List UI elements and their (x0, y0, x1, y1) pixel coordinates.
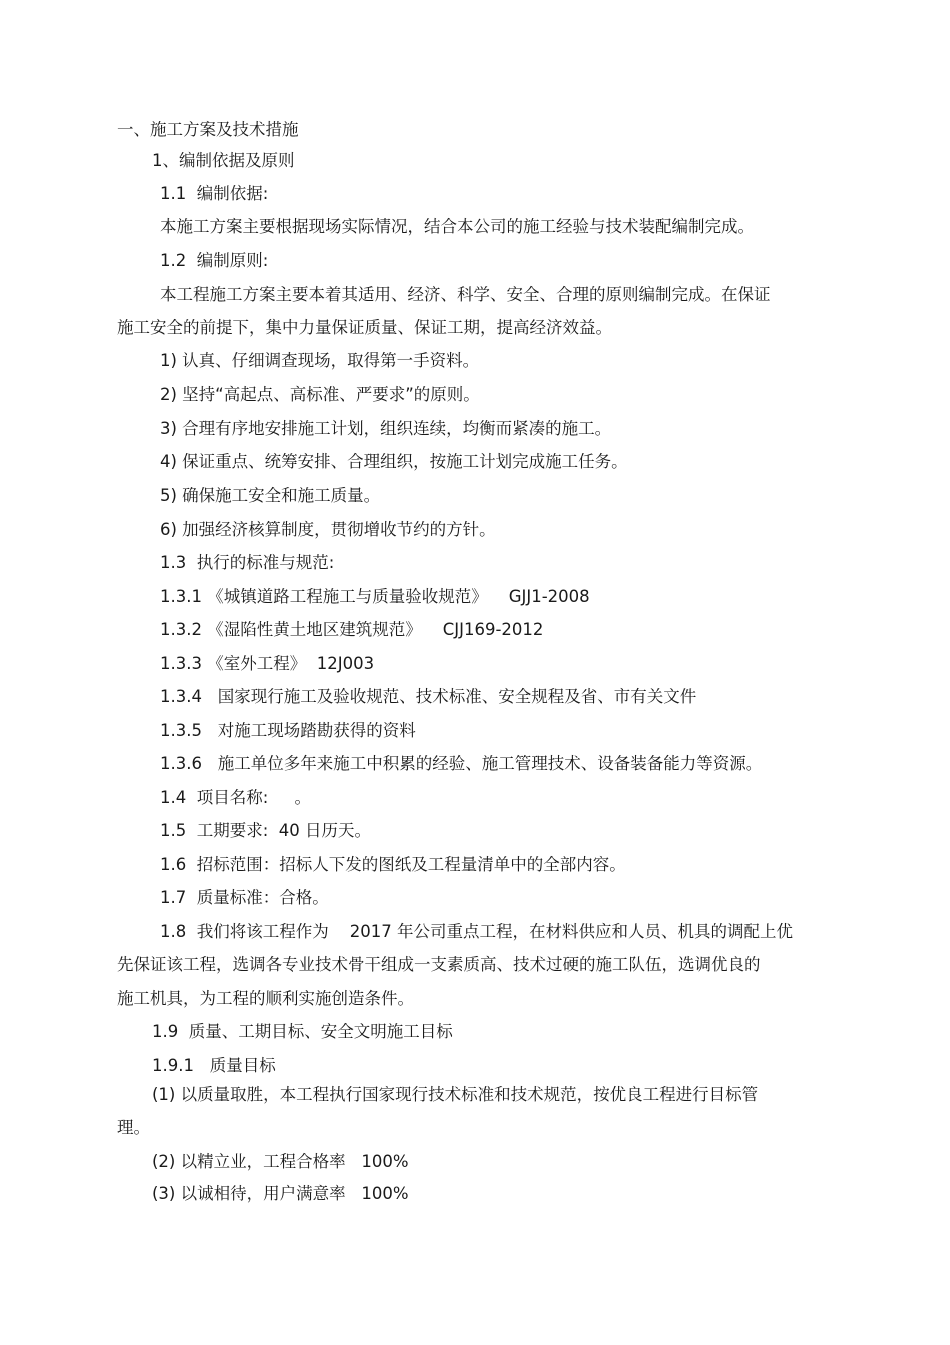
list-item: 1) 认真、仔细调查现场，取得第一手资料。 (160, 351, 480, 370)
paragraph-line: 理。 (117, 1118, 150, 1137)
clause-heading: 1.2 编制原则: (160, 251, 269, 270)
subsection-heading: 1、编制依据及原则 (152, 151, 295, 170)
list-item: (2) 以精立业，工程合格率 100% (152, 1152, 409, 1171)
section-heading: 一、施工方案及技术措施 (117, 120, 299, 139)
standard-item: 1.3.6 施工单位多年来施工中积累的经验、施工管理技术、设备装备能力等资源。 (160, 754, 763, 773)
paragraph-line: 先保证该工程，选调各专业技术骨干组成一支素质高、技术过硬的施工队伍，选调优良的 (117, 955, 761, 974)
list-item: 6) 加强经济核算制度，贯彻增收节约的方针。 (160, 520, 496, 539)
paragraph-line: 1.8 我们将该工程作为 2017 年公司重点工程，在材料供应和人员、机具的调配上优 (160, 922, 793, 941)
clause-heading: 1.3 执行的标准与规范: (160, 553, 335, 572)
list-item: (1) 以质量取胜，本工程执行国家现行技术标准和技术规范，按优良工程进行目标管 (152, 1085, 759, 1104)
standard-item: 1.3.4 国家现行施工及验收规范、技术标准、安全规程及省、市有关文件 (160, 687, 697, 706)
standard-item: 1.3.2 《湿陷性黄土地区建筑规范》 CJJ169-2012 (160, 620, 544, 639)
paragraph-line: 本工程施工方案主要本着其适用、经济、科学、安全、合理的原则编制完成。在保证 (160, 285, 771, 304)
standard-item: 1.3.3 《室外工程》 12J003 (160, 654, 375, 673)
list-item: 5) 确保施工安全和施工质量。 (160, 486, 381, 505)
list-item: (3) 以诚相待，用户满意率 100% (152, 1184, 409, 1203)
clause-heading: 1.1 编制依据: (160, 184, 269, 203)
paragraph-line: 施工机具，为工程的顺利实施创造条件。 (117, 989, 414, 1008)
list-item: 4) 保证重点、统筹安排、合理组织，按施工计划完成施工任务。 (160, 452, 628, 471)
paragraph-line: 施工安全的前提下，集中力量保证质量、保证工期，提高经济效益。 (117, 318, 612, 337)
clause-heading: 1.9 质量、工期目标、安全文明施工目标 (152, 1022, 453, 1041)
list-item: 2) 坚持“高起点、高标准、严要求”的原则。 (160, 385, 480, 404)
clause-line: 1.4 项目名称: 。 (160, 788, 312, 807)
paragraph-line: 本施工方案主要根据现场实际情况，结合本公司的施工经验与技术装配编制完成。 (160, 217, 754, 236)
clause-line: 1.5 工期要求: 40 日历天。 (160, 821, 372, 840)
standard-item: 1.3.1 《城镇道路工程施工与质量验收规范》 GJJ1-2008 (160, 587, 590, 606)
clause-line: 1.6 招标范围：招标人下发的图纸及工程量清单中的全部内容。 (160, 855, 626, 874)
clause-line: 1.7 质量标准：合格。 (160, 888, 329, 907)
list-item: 3) 合理有序地安排施工计划，组织连续，均衡而紧凑的施工。 (160, 419, 612, 438)
clause-heading: 1.9.1 质量目标 (152, 1056, 276, 1075)
standard-item: 1.3.5 对施工现场踏勘获得的资料 (160, 721, 416, 740)
